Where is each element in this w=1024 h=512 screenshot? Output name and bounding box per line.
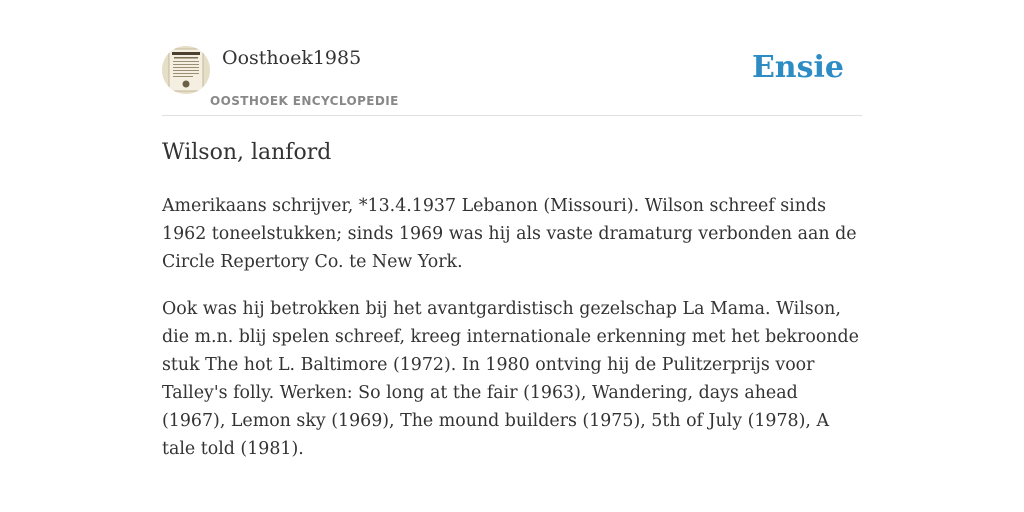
book-cover-icon: [162, 46, 210, 94]
author-avatar[interactable]: [162, 46, 210, 94]
page-header: [162, 44, 862, 116]
entry-body: [162, 192, 862, 482]
entry-paragraph: Ook was hij betrokken bij het avantgardistisch gezelschap La Mama. Wilson, die m.n. blij spelen schreef, kreeg internationale erkenning met het bekroonde stuk The hot L. Baltimore (1972). In 1980 ontving hij de Pulitzerprijs voor Talley's folly. Werken: So long at the fair (1963), Wandering, days ahead (1967), Lemon sky (1969), The mound builders (1975), 5th of July (1978), A tale told (1981).: [162, 299, 859, 459]
author-name-link[interactable]: Oosthoek1985: [222, 47, 362, 69]
entry-paragraph: Amerikaans schrijver, *13.4.1937 Lebanon (Missouri). Wilson schreef sinds 1962 toneelstukken; sinds 1969 was hij als vaste dramaturg verbonden aan de Circle Repertory Co. te New York.: [162, 196, 857, 272]
source-name-link[interactable]: OOSTHOEK ENCYCLOPEDIE: [210, 94, 399, 108]
entry-title: Wilson, lanford: [162, 140, 332, 165]
brand-logo-link[interactable]: Ensie: [751, 50, 844, 85]
